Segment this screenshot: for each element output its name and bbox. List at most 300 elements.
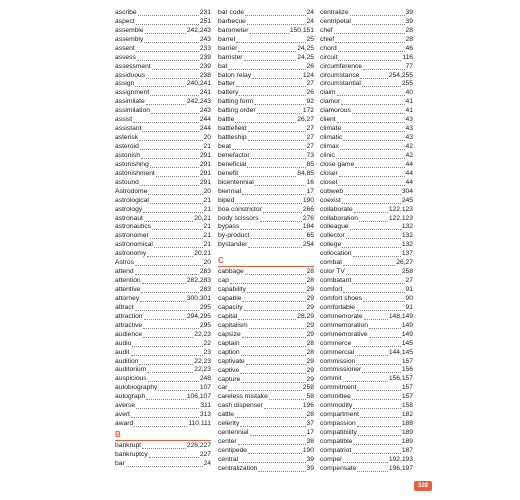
dot-leader	[149, 456, 199, 458]
index-term: attraction	[115, 312, 143, 320]
page-reference: 43	[405, 134, 413, 142]
page-reference: 23	[203, 348, 211, 356]
page-reference: 149	[401, 321, 413, 329]
page-reference: 110,111	[188, 420, 211, 428]
index-term: collocation	[320, 250, 352, 258]
index-term: clamorous	[320, 107, 351, 115]
index-entry	[115, 81, 211, 90]
dot-leader	[239, 461, 305, 463]
dot-leader	[139, 363, 193, 365]
index-entry	[320, 206, 413, 215]
page-reference: 157	[401, 357, 413, 365]
index-term: body scissors	[218, 214, 259, 222]
index-entry	[320, 367, 413, 376]
page-reference: 156	[401, 366, 413, 374]
dot-leader	[232, 148, 306, 150]
page-reference: 26	[306, 62, 314, 70]
page-reference: 295	[199, 303, 211, 311]
page-reference: 20	[203, 259, 211, 267]
page-reference: 28	[306, 348, 314, 356]
index-entry	[320, 63, 413, 72]
page-reference: 22,23	[194, 330, 211, 338]
page-reference: 28	[405, 35, 413, 43]
index-column-1	[115, 9, 211, 469]
index-term: compatriot	[320, 446, 352, 454]
index-term: center	[218, 438, 237, 446]
dot-leader	[147, 255, 193, 257]
page-reference: 122,123	[388, 205, 413, 213]
index-entry	[218, 393, 314, 402]
index-term: Astrodome	[115, 187, 148, 195]
index-entry	[320, 295, 413, 304]
index-term: assemble	[115, 26, 144, 34]
page-reference: 39	[306, 464, 314, 472]
dot-leader	[133, 121, 199, 123]
dot-leader	[136, 50, 199, 52]
index-entry	[320, 224, 413, 233]
index-entry	[320, 143, 413, 152]
page-reference: 258	[401, 268, 413, 276]
index-term: closet	[320, 178, 338, 186]
index-term: captain	[218, 339, 240, 347]
page-reference: 29	[306, 286, 314, 294]
index-term: battleship	[218, 134, 247, 142]
index-entry	[320, 215, 413, 224]
dot-leader	[131, 416, 199, 418]
dot-leader	[357, 425, 401, 427]
index-term: commit	[320, 375, 342, 383]
page-reference: 38	[306, 438, 314, 446]
index-entry	[320, 241, 413, 250]
page-reference: 182	[401, 411, 413, 419]
page-reference: 28	[306, 411, 314, 419]
index-term: commissioner	[320, 366, 362, 374]
index-entry	[320, 349, 413, 358]
page-reference: 46	[405, 44, 413, 52]
index-term: assent	[115, 44, 135, 52]
index-entry	[218, 277, 314, 286]
page-reference: 122,123	[388, 214, 413, 222]
dot-leader	[144, 318, 186, 320]
dot-leader	[363, 300, 405, 302]
dot-leader	[135, 264, 203, 266]
index-term: astound	[115, 178, 139, 186]
index-term: centralize	[320, 8, 349, 16]
page-reference: 283	[199, 268, 211, 276]
dot-leader	[246, 363, 306, 365]
index-entry	[218, 188, 314, 197]
index-term: battlefield	[218, 125, 247, 133]
index-entry	[218, 107, 314, 116]
page-reference: 39	[306, 455, 314, 463]
index-entry	[320, 322, 413, 331]
index-entry	[115, 224, 211, 233]
index-term: compatible	[320, 437, 353, 445]
index-term: biped	[218, 196, 235, 204]
page-reference: 28	[306, 277, 314, 285]
page-reference: 26,27	[396, 259, 413, 267]
index-entry	[218, 36, 314, 45]
dot-leader	[362, 85, 401, 87]
page-reference: 106,107	[186, 393, 211, 401]
dot-leader	[350, 14, 405, 16]
page-reference: 144,145	[388, 348, 413, 356]
page-reference: 28	[405, 26, 413, 34]
dot-leader	[343, 139, 404, 141]
dot-leader	[360, 416, 401, 418]
dot-leader	[240, 425, 305, 427]
dot-leader	[235, 416, 306, 418]
index-term: combatant	[320, 277, 352, 285]
page-reference: 84,85	[297, 169, 314, 177]
index-entry	[218, 224, 314, 233]
index-term: centipede	[218, 447, 248, 455]
index-entry	[320, 393, 413, 402]
dot-leader	[342, 130, 404, 132]
index-entry	[320, 456, 413, 465]
dot-leader	[239, 94, 305, 96]
dot-leader	[136, 23, 199, 25]
page-reference: 43	[405, 116, 413, 124]
index-term: bat	[218, 62, 228, 70]
dot-leader	[343, 264, 395, 266]
index-term: committee	[320, 393, 351, 401]
index-term: circumference	[320, 62, 362, 70]
index-entry	[320, 465, 413, 474]
dot-leader	[245, 273, 306, 275]
index-entry	[115, 72, 211, 81]
page-reference: 20	[203, 134, 211, 142]
page-reference: 28,29	[297, 312, 314, 320]
page-reference: 242,243	[186, 26, 211, 34]
index-term: autograph	[115, 393, 146, 401]
page-reference: 192,193	[388, 455, 413, 463]
index-entry	[115, 349, 211, 358]
index-entry	[115, 277, 211, 286]
index-term: commerce	[320, 339, 352, 347]
dot-leader	[346, 237, 401, 239]
index-entry	[320, 259, 413, 268]
page-reference: 283	[199, 286, 211, 294]
index-term: capability	[218, 286, 246, 294]
dot-leader	[258, 470, 305, 472]
index-term: aspect	[115, 17, 135, 25]
index-term: assist	[115, 116, 133, 124]
index-entry	[218, 340, 314, 349]
index-entry	[218, 232, 314, 241]
dot-leader	[140, 184, 199, 186]
index-term: assimilate	[115, 98, 145, 106]
page-reference: 137	[401, 250, 413, 258]
index-entry	[115, 340, 211, 349]
page-reference: 27	[405, 277, 413, 285]
index-term: capitalism	[218, 321, 248, 329]
dot-leader	[143, 327, 199, 329]
dot-leader	[356, 309, 405, 311]
dot-leader	[148, 193, 202, 195]
index-term: bar	[115, 459, 125, 467]
index-term: cap	[218, 277, 229, 285]
page-reference: 145	[401, 339, 413, 347]
index-term: cash dispenser	[218, 402, 263, 410]
index-entry	[320, 134, 413, 143]
index-term: boa constrictor	[218, 205, 262, 213]
page-reference: 291	[199, 169, 211, 177]
dot-leader	[342, 246, 401, 248]
index-entry	[320, 304, 413, 313]
index-entry	[115, 232, 211, 241]
index-entry	[115, 286, 211, 295]
index-term: capacity	[218, 304, 243, 312]
index-entry	[218, 45, 314, 54]
index-term: astonish	[115, 151, 140, 159]
page-reference: 58	[306, 393, 314, 401]
index-term: batter	[218, 80, 236, 88]
dot-leader	[244, 59, 297, 61]
page-reference: 157	[401, 384, 413, 392]
index-term: cabbage	[218, 268, 244, 276]
index-entry	[115, 304, 211, 313]
index-entry	[320, 81, 413, 90]
index-term: audit	[115, 348, 130, 356]
dot-leader	[143, 336, 193, 338]
page-reference: 77	[405, 62, 413, 70]
index-entry	[218, 456, 314, 465]
index-entry	[218, 349, 314, 358]
page-reference: 242,243	[186, 98, 211, 106]
index-term: bankruptcy	[115, 450, 148, 458]
index-term: caption	[218, 348, 240, 356]
index-entry	[115, 161, 211, 170]
index-term: avert	[115, 411, 130, 419]
dot-leader	[269, 398, 306, 400]
dot-leader	[357, 470, 387, 472]
index-term: assessment	[115, 62, 151, 70]
dot-leader	[236, 85, 305, 87]
dot-leader	[158, 389, 198, 391]
dot-leader	[364, 318, 388, 320]
index-term: capture	[218, 375, 241, 383]
index-entry	[115, 358, 211, 367]
index-entry	[115, 331, 211, 340]
index-term: by-product	[218, 232, 250, 240]
index-term: audience	[115, 330, 143, 338]
dot-leader	[140, 148, 203, 150]
index-entry	[115, 170, 211, 179]
page-reference: 196	[302, 402, 314, 410]
page-reference: 149	[401, 330, 413, 338]
index-column-3	[320, 9, 413, 474]
index-entry	[115, 116, 211, 125]
index-entry	[115, 250, 211, 259]
index-entry	[218, 331, 314, 340]
index-entry	[115, 27, 211, 36]
index-term: assignment	[115, 89, 150, 97]
page-reference: 227	[199, 450, 211, 458]
dot-leader	[235, 121, 296, 123]
page-reference: 41	[405, 107, 413, 115]
dot-leader	[238, 318, 296, 320]
index-term: astronomical	[115, 241, 153, 249]
page-reference: 244	[199, 116, 211, 124]
index-entry	[115, 197, 211, 206]
page-reference: 231	[199, 8, 211, 16]
index-entry	[320, 277, 413, 286]
dot-leader	[358, 434, 401, 436]
page-reference: 17	[306, 429, 314, 437]
page-reference: 85	[306, 160, 314, 168]
index-term: collaborate	[320, 205, 353, 213]
index-entry	[115, 384, 211, 393]
index-term: assiduous	[115, 71, 146, 79]
index-entry	[218, 438, 314, 447]
page-reference: 20	[203, 187, 211, 195]
index-entry	[115, 45, 211, 54]
page-reference: 21	[203, 241, 211, 249]
index-term: circumstantial	[320, 80, 361, 88]
index-term: color TV	[320, 268, 345, 276]
dot-leader	[338, 184, 404, 186]
page-reference: 21	[203, 223, 211, 231]
index-entry	[218, 322, 314, 331]
page-reference: 24	[306, 8, 314, 16]
index-term: commemorate	[320, 312, 363, 320]
index-term: benefit	[218, 169, 239, 177]
dot-leader	[352, 452, 401, 454]
index-term: attention	[115, 277, 141, 285]
dot-leader	[156, 175, 199, 177]
dot-leader	[238, 50, 296, 52]
index-term: centennial	[218, 429, 249, 437]
index-term: audition	[115, 357, 139, 365]
index-entry	[115, 241, 211, 250]
index-term: astonishing	[115, 160, 149, 168]
index-entry	[218, 313, 314, 322]
index-term: claim	[320, 89, 336, 97]
index-entry	[320, 36, 413, 45]
page-reference: 132	[401, 241, 413, 249]
dot-leader	[363, 68, 405, 70]
index-entry	[320, 98, 413, 107]
page-reference: 44	[405, 178, 413, 186]
index-entry	[218, 98, 314, 107]
dot-leader	[360, 77, 387, 79]
dot-leader	[242, 300, 305, 302]
page-reference: 251	[199, 17, 211, 25]
page-reference: 132	[401, 223, 413, 231]
index-term: compatibility	[320, 429, 357, 437]
index-term: bankrupt	[115, 442, 142, 450]
dot-leader	[248, 130, 306, 132]
page-reference: 291	[199, 178, 211, 186]
index-term: coexist	[320, 196, 341, 204]
page-reference: 29	[306, 366, 314, 374]
index-entry	[320, 197, 413, 206]
index-entry	[218, 268, 314, 277]
index-term: batting form	[218, 98, 254, 106]
index-entry	[218, 206, 314, 215]
page-reference: 42	[405, 151, 413, 159]
dot-leader	[263, 211, 302, 213]
page-reference: 184	[302, 223, 314, 231]
dot-leader	[235, 202, 301, 204]
index-term: centralization	[218, 464, 258, 472]
index-entry	[218, 385, 314, 394]
dot-leader	[247, 23, 306, 25]
index-term: commitment	[320, 384, 357, 392]
index-column-2	[218, 9, 314, 474]
index-entry	[320, 286, 413, 295]
index-entry	[115, 268, 211, 277]
index-entry	[218, 161, 314, 170]
page-reference: 73	[306, 151, 314, 159]
dot-leader	[250, 434, 306, 436]
index-term: collector	[320, 232, 345, 240]
page-reference: 156,157	[388, 375, 413, 383]
index-term: audio	[115, 339, 132, 347]
index-term: batting order	[218, 107, 256, 115]
dot-leader	[136, 407, 199, 409]
page-reference: 172	[302, 107, 314, 115]
index-entry	[218, 18, 314, 27]
index-entry	[320, 54, 413, 63]
index-term: bar code	[218, 8, 245, 16]
dot-leader	[245, 14, 306, 16]
page-reference: 24,25	[297, 53, 314, 61]
dot-leader	[343, 461, 388, 463]
page-reference: 187	[401, 446, 413, 454]
index-entry	[115, 89, 211, 98]
index-entry	[320, 170, 413, 179]
index-entry	[115, 322, 211, 331]
index-entry	[218, 295, 314, 304]
page-reference: 29	[306, 321, 314, 329]
index-entry	[115, 215, 211, 224]
dot-leader	[134, 425, 187, 427]
page-reference: 28	[306, 268, 314, 276]
index-term: chord	[320, 44, 337, 52]
index-term: astrological	[115, 196, 149, 204]
dot-leader	[228, 68, 305, 70]
page-reference: 266	[302, 205, 314, 213]
index-entry	[218, 358, 314, 367]
dot-leader	[142, 130, 198, 132]
index-term: chief	[320, 35, 335, 43]
index-entry	[218, 9, 314, 18]
index-term: commercial	[320, 348, 355, 356]
index-entry	[320, 250, 413, 259]
index-term: averse	[115, 402, 136, 410]
page-reference: 29	[306, 295, 314, 303]
page-reference: 132	[401, 232, 413, 240]
index-entry	[115, 152, 211, 161]
index-term: capital	[218, 312, 238, 320]
page-reference: 291	[199, 160, 211, 168]
dot-leader	[355, 354, 388, 356]
index-entry	[320, 89, 413, 98]
index-entry	[320, 375, 413, 384]
index-term: circuit	[320, 53, 338, 61]
page-reference: 29	[306, 357, 314, 365]
page-reference: 42	[405, 143, 413, 151]
page-reference: 21	[203, 143, 211, 151]
dot-leader	[152, 228, 202, 230]
page-reference: 244	[199, 125, 211, 133]
index-entry	[320, 188, 413, 197]
index-term: capable	[218, 295, 242, 303]
dot-leader	[241, 354, 306, 356]
dot-leader	[337, 121, 405, 123]
